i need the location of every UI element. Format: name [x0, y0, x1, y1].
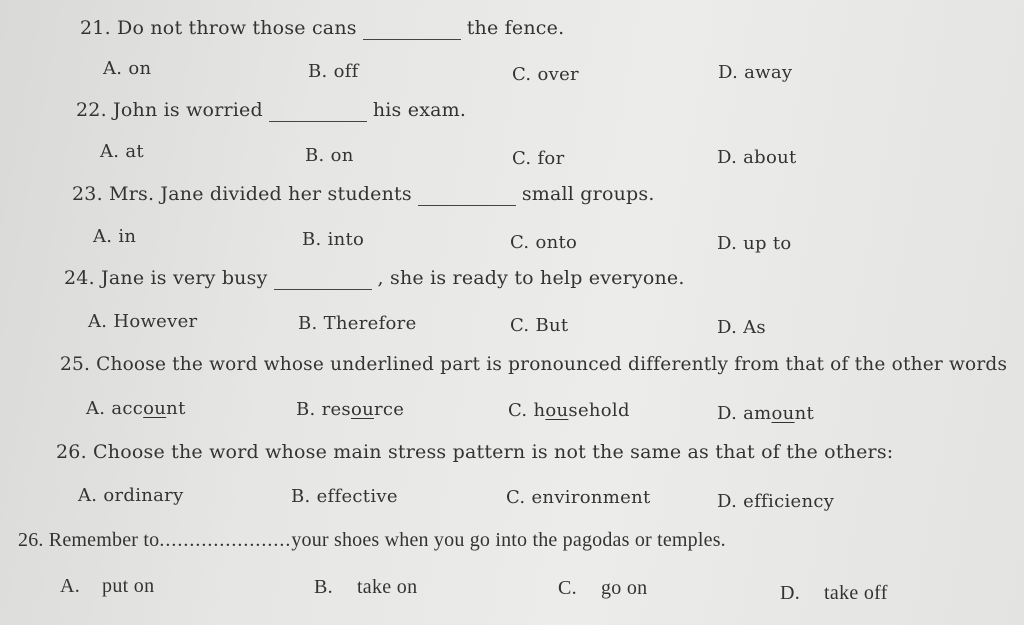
- question-22-option-b: B. on: [305, 145, 354, 166]
- question-25-option-c: C. household: [508, 400, 630, 421]
- option-letter: B.: [314, 576, 333, 598]
- question-21-option-c: C. over: [512, 64, 579, 85]
- question-22-stem-end: his exam.: [372, 99, 467, 121]
- question-22-stem-start: 22. John is worried: [76, 99, 263, 121]
- underlined-part: ou: [771, 403, 795, 424]
- question-26-stress-option-a: A. ordinary: [78, 485, 184, 506]
- option-text: put on: [102, 575, 155, 597]
- question-26-remember-option-a: [60, 575, 154, 598]
- answer-blank: [418, 205, 516, 206]
- question-24-option-d: D. As: [717, 317, 766, 338]
- answer-blank: [363, 39, 461, 40]
- question-26-stress-option-b: B. effective: [291, 486, 398, 507]
- question-22-option-d: D. about: [717, 147, 797, 168]
- underlined-part: ou: [545, 400, 569, 421]
- question-22-option-a: A. at: [100, 141, 144, 162]
- question-21-option-d: D. away: [718, 62, 793, 83]
- question-24-stem-end: , she is ready to help everyone.: [377, 267, 685, 289]
- question-25-option-b: B. resource: [296, 399, 405, 420]
- question-26-remember-stem-end: your shoes when you go into the pagodas or temples.: [291, 529, 726, 551]
- question-23-option-b: B. into: [302, 229, 365, 250]
- question-21-stem-start: 21. Do not throw those cans: [80, 17, 357, 39]
- question-26-stress-option-d: D. efficiency: [717, 491, 835, 512]
- question-21: [80, 17, 564, 40]
- question-25-option-d: D. amount: [717, 403, 815, 424]
- question-25: 25. Choose the word whose underlined part is pronounced differently from that of the other words: [60, 354, 1008, 375]
- option-text: take off: [824, 582, 888, 604]
- question-23: [72, 183, 655, 206]
- option-letter: A.: [60, 575, 81, 597]
- question-24-stem-start: 24. Jane is very busy: [64, 267, 268, 289]
- option-letter: C.: [558, 577, 577, 599]
- question-24-option-b: B. Therefore: [298, 313, 417, 334]
- question-21-option-a: A. on: [103, 58, 152, 79]
- answer-blank: [269, 121, 367, 122]
- question-22-option-c: C. for: [512, 148, 565, 169]
- question-23-stem-start: 23. Mrs. Jane divided her students: [72, 183, 412, 205]
- question-26-remember-option-c: [558, 577, 647, 600]
- question-25-option-a: A. account: [86, 398, 186, 419]
- underlined-part: ou: [143, 398, 167, 419]
- question-26-stress: 26. Choose the word whose main stress pattern is not the same as that of the others:: [56, 441, 894, 463]
- question-22: [76, 99, 466, 122]
- question-26-remember-option-b: [314, 576, 417, 599]
- answer-dots: ......................: [159, 529, 292, 551]
- question-21-stem-end: the fence.: [466, 17, 565, 39]
- option-letter: D.: [780, 582, 801, 604]
- question-21-option-b: B. off: [308, 61, 359, 82]
- question-26-remember: [18, 529, 726, 552]
- underlined-part: ou: [350, 399, 374, 420]
- question-24: [64, 267, 685, 290]
- question-24-option-c: C. But: [510, 315, 569, 336]
- question-23-option-a: A. in: [93, 226, 137, 247]
- option-text: go on: [600, 577, 648, 599]
- question-26-stress-option-c: C. environment: [506, 487, 651, 508]
- question-26-remember-stem-start: 26. Remember to: [18, 529, 160, 551]
- question-26-remember-option-d: [780, 582, 888, 605]
- question-23-option-c: C. onto: [510, 232, 578, 253]
- question-23-option-d: D. up to: [717, 233, 792, 254]
- answer-blank: [274, 289, 372, 290]
- question-24-option-a: A. However: [88, 311, 198, 332]
- option-text: take on: [356, 576, 418, 598]
- question-23-stem-end: small groups.: [521, 183, 655, 205]
